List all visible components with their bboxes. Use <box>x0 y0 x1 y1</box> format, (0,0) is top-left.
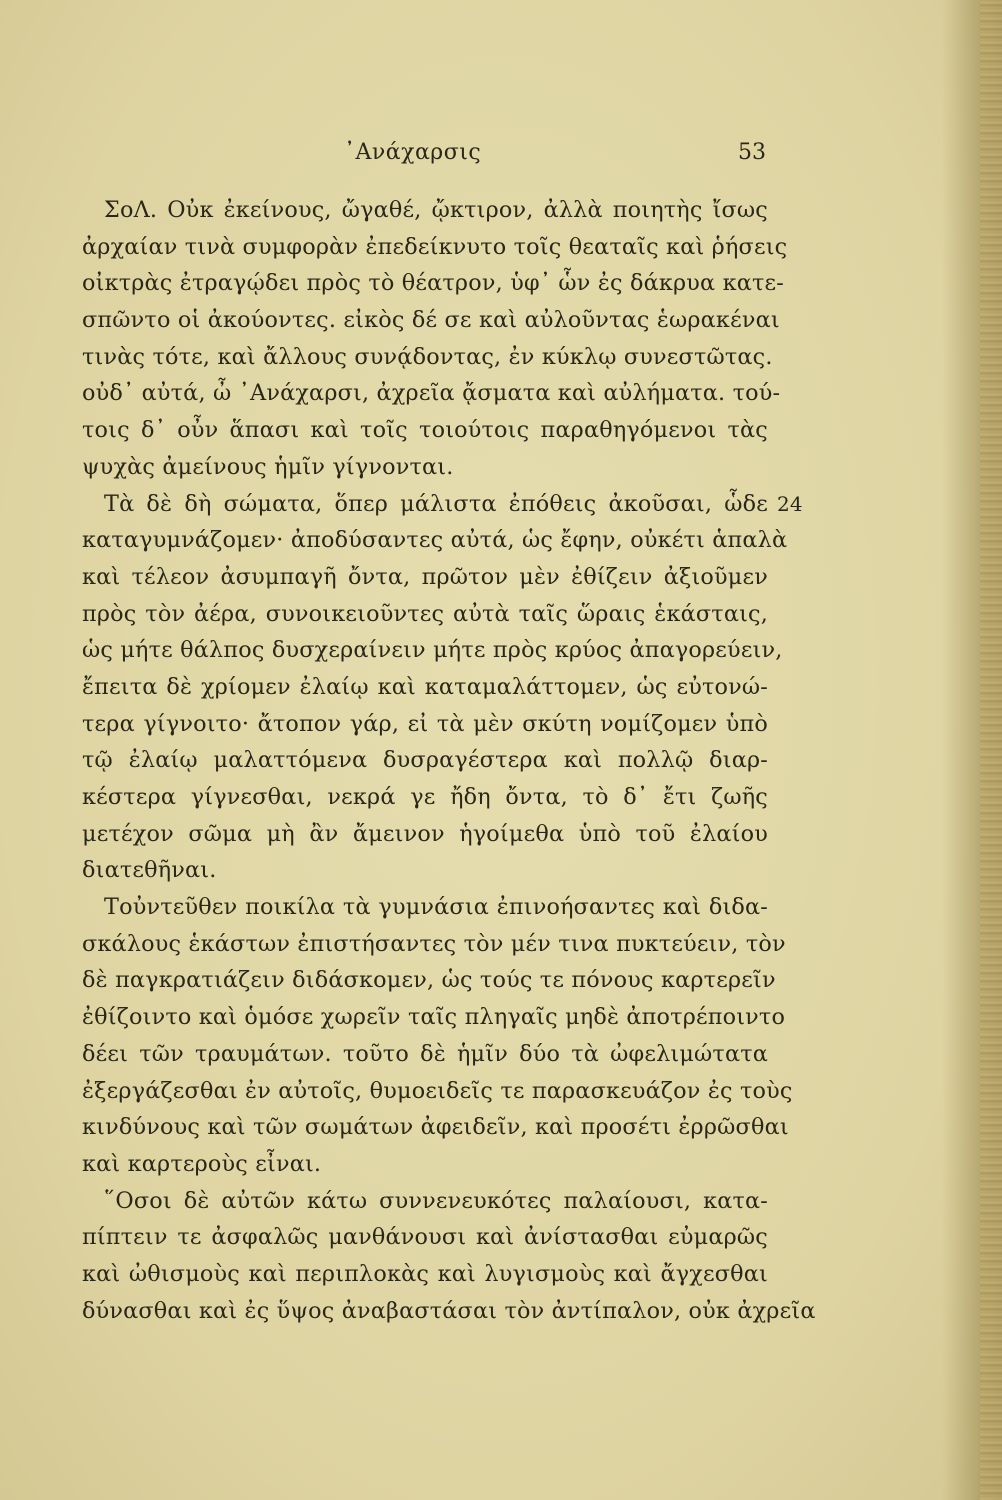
text-line <box>82 1146 768 1183</box>
text-line <box>82 926 786 963</box>
text-line-content: ΣοΛ. Οὐκ ἐκείνους, ὤγαθέ, ᾤκτιρον, ἀλλὰ ποιητὴς ἴσως <box>104 197 768 223</box>
text-line <box>82 889 768 926</box>
text-line-content: ἐθίζοιντο καὶ ὁμόσε χωρεῖν ταῖς πληγαῖς μηδὲ ἀποτρέποιντο <box>82 1004 786 1031</box>
text-line <box>82 999 786 1036</box>
text-line-content: οὐδ᾿ αὐτά, ὦ ᾿Ανάχαρσι, ἀχρεῖα ᾄσματα καὶ αὐλήματα. τού- <box>82 380 781 407</box>
text-line-content: τερα γίγνοιτο· ἄτοπον γάρ, εἰ τὰ μὲν σκύτη νομίζομεν ὑπὸ <box>82 710 768 737</box>
text-line <box>82 1293 816 1330</box>
text-line <box>82 229 788 266</box>
text-line-content: ψυχὰς ἀμείνους ἡμῖν γίγνονται. <box>82 453 454 480</box>
running-title: ᾿Ανάχαρσις <box>344 140 482 165</box>
text-line <box>82 669 768 706</box>
text-line <box>82 412 768 449</box>
text-line <box>82 339 773 376</box>
page-number: 53 <box>738 140 766 165</box>
text-line-content: διατεθῆναι. <box>82 857 217 884</box>
text-line <box>82 375 781 412</box>
text-line <box>82 962 776 999</box>
text-line <box>82 852 768 889</box>
text-line <box>82 522 788 559</box>
page-edge <box>980 0 1002 1500</box>
text-line <box>82 1073 793 1110</box>
page-header <box>82 140 766 170</box>
text-line-content: πίπτειν τε ἀσφαλῶς μανθάνουσι καὶ ἀνίστασθαι εὐμαρῶς <box>82 1224 768 1251</box>
text-line <box>82 449 768 486</box>
text-line-content: καταγυμνάζομεν· ἀποδύσαντες αὐτά, ὡς ἔφην, οὐκέτι ἁπαλὰ <box>82 527 788 554</box>
text-line-content: καὶ τέλεον ἀσυμπαγῆ ὄντα, πρῶτον μὲν ἐθίζειν ἀξιοῦμεν <box>82 563 768 590</box>
text-line-content: ἔπειτα δὲ χρίομεν ἐλαίῳ καὶ καταμαλάττομεν, ὡς εὐτονώ- <box>82 673 768 700</box>
text-line-content: ῞Οσοι δὲ αὐτῶν κάτω συννενευκότες παλαίουσι, κατα- <box>104 1187 768 1214</box>
text-line-content: ἐξεργάζεσθαι ἐν αὐτοῖς, θυμοειδεῖς τε παρασκευάζον ἐς τοὺς <box>82 1077 793 1104</box>
text-line <box>82 559 768 596</box>
text-line-content: τοις δ᾿ οὖν ἅπασι καὶ τοῖς τοιούτοις παραθηγόμενοι τὰς <box>82 417 768 444</box>
text-line-content: σκάλους ἑκάστων ἐπιστήσαντες τὸν μέν τινα πυκτεύειν, τὸν <box>82 930 786 957</box>
text-line <box>82 265 784 302</box>
text-line <box>82 816 768 853</box>
text-line <box>82 632 783 669</box>
text-line <box>82 596 768 633</box>
text-line-content: καὶ καρτεροὺς εἶναι. <box>82 1150 322 1177</box>
text-line <box>82 1183 768 1220</box>
text-line-content: οἰκτρὰς ἐτραγῴδει πρὸς τὸ θέατρον, ὑφ᾿ ὧν ἐς δάκρυα κατε- <box>82 270 784 297</box>
text-line-content: σπῶντο οἱ ἀκούοντες. εἰκὸς δέ σε καὶ αὐλοῦντας ἑωρακέναι <box>82 307 780 334</box>
body-text <box>82 192 816 1329</box>
text-line <box>82 706 768 743</box>
text-line <box>82 1256 768 1293</box>
text-line-content: Τοὐντεῦθεν ποικίλα τὰ γυμνάσια ἐπινοήσαντες καὶ διδα- <box>104 894 768 921</box>
text-line <box>82 1036 768 1073</box>
text-line-content: δύνασθαι καὶ ἐς ὕψος ἀναβαστάσαι τὸν ἀντίπαλον, οὐκ ἀχρεῖα <box>82 1297 816 1324</box>
text-line <box>82 1219 768 1256</box>
text-line-content: ἀρχαίαν τινὰ συμφορὰν ἐπεδείκνυτο τοῖς θεαταῖς καὶ ῥήσεις <box>82 233 788 260</box>
text-line-content: δέει τῶν τραυμάτων. τοῦτο δὲ ἡμῖν δύο τὰ ὠφελιμώτατα <box>82 1040 768 1067</box>
text-line <box>82 1109 789 1146</box>
text-line-content: Τὰ δὲ δὴ σώματα, ὅπερ μάλιστα ἐπόθεις ἀκοῦσαι, ὧδε <box>104 490 768 517</box>
margin-section-number: 24 <box>777 491 803 516</box>
text-line-content: μετέχον σῶμα μὴ ἂν ἄμεινον ἡγοίμεθα ὑπὸ τοῦ ἐλαίου <box>82 820 768 847</box>
text-line <box>82 192 768 229</box>
text-line-content: τῷ ἐλαίῳ μαλαττόμενα δυσραγέστερα καὶ πολλῷ διαρ- <box>82 747 768 774</box>
text-line <box>82 779 768 816</box>
text-line-content: κέστερα γίγνεσθαι, νεκρά γε ἤδη ὄντα, τὸ δ᾿ ἔτι ζωῆς <box>82 784 768 810</box>
text-line-content: τινὰς τότε, καὶ ἄλλους συνᾴδοντας, ἐν κύκλῳ συνεστῶτας. <box>82 343 773 370</box>
text-line-content: δὲ παγκρατιάζειν διδάσκομεν, ὡς τούς τε πόνους καρτερεῖν <box>82 967 776 994</box>
text-line-content: πρὸς τὸν ἀέρα, συνοικειοῦντες αὐτὰ ταῖς ὥραις ἑκάσταις, <box>82 600 768 627</box>
text-line <box>82 486 803 523</box>
text-line-content: ὡς μήτε θάλπος δυσχεραίνειν μήτε πρὸς κρύος ἀπαγορεύειν, <box>82 637 783 664</box>
text-line <box>82 302 780 339</box>
text-line-content: κινδύνους καὶ τῶν σωμάτων ἀφειδεῖν, καὶ προσέτι ἐρρῶσθαι <box>82 1114 789 1141</box>
text-line <box>82 742 768 779</box>
text-line-content: καὶ ὠθισμοὺς καὶ περιπλοκὰς καὶ λυγισμοὺς καὶ ἄγχεσθαι <box>82 1260 768 1287</box>
